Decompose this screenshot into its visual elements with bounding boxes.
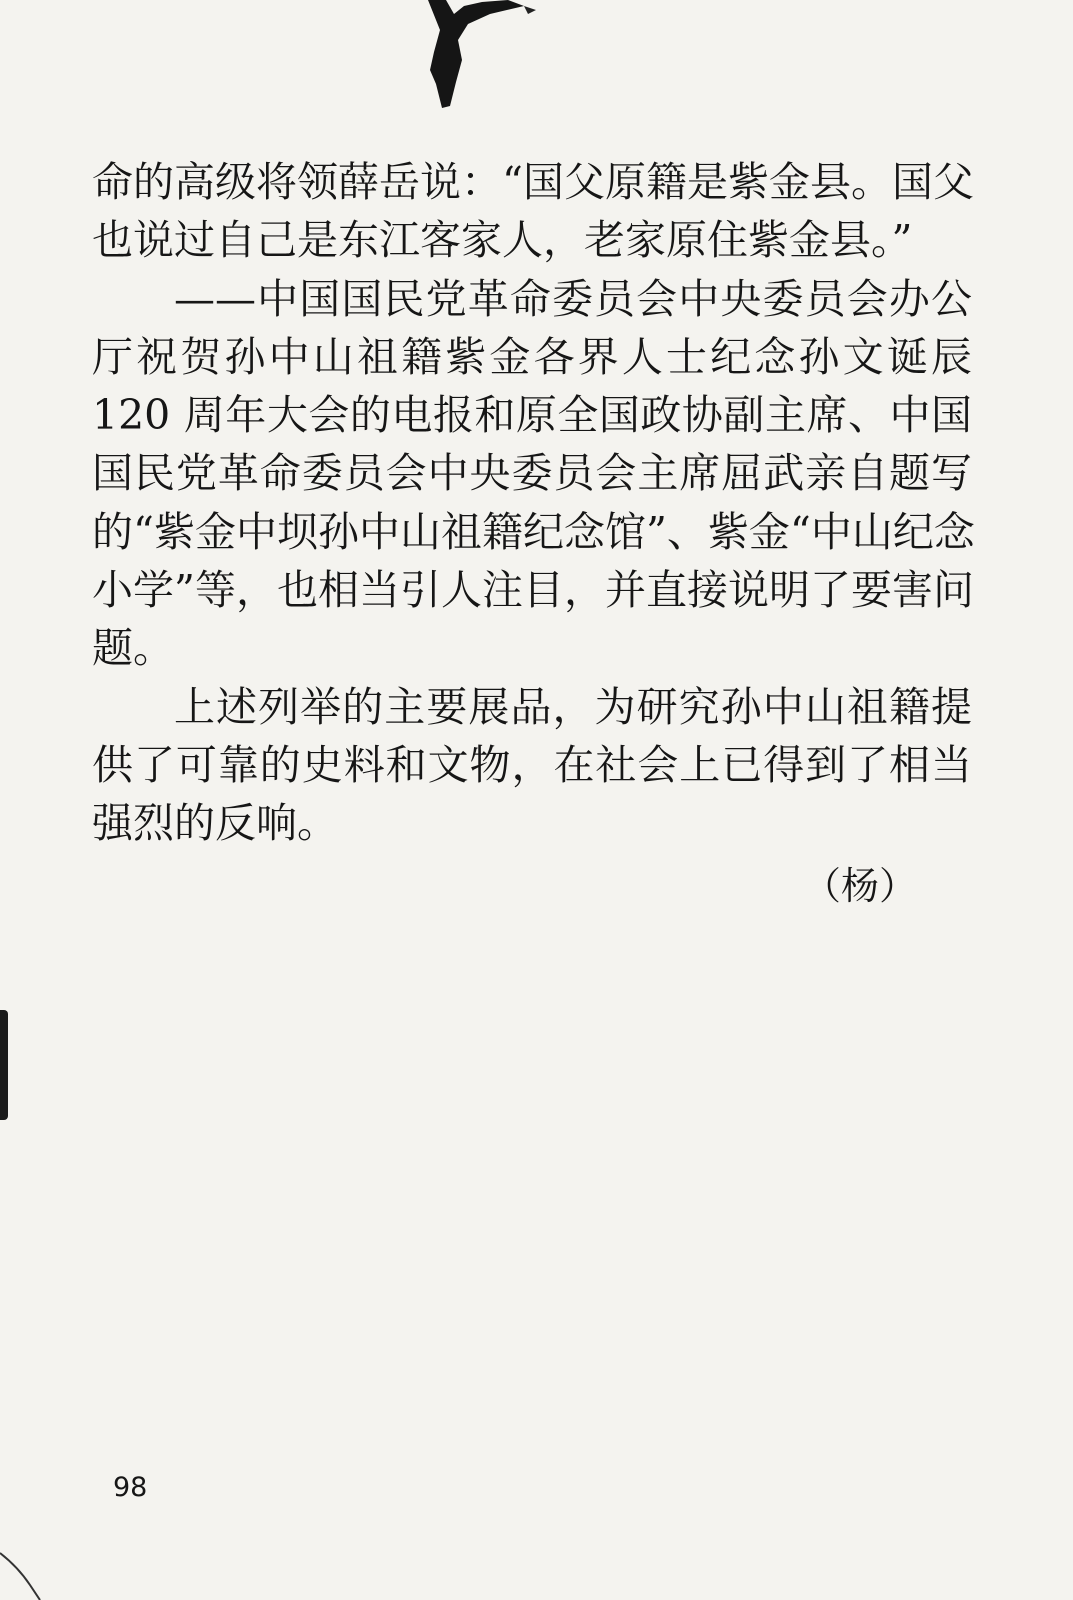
text-line: 的“紫金中坝孙中山祖籍纪念馆”、紫金“中山纪念 [92, 507, 975, 556]
text-line: 上述列举的主要展品，为研究孙中山祖籍提 [174, 682, 972, 731]
text-line: 厅祝贺孙中山祖籍紫金各界人士纪念孙文诞辰 [92, 332, 972, 381]
text-line: ——中国国民党革命委员会中央委员会办公 [174, 274, 972, 323]
scan-corner-line [0, 1545, 60, 1600]
text-line: 也说过自己是东江客家人，老家原住紫金县。” [92, 216, 913, 265]
text-line: 国民党革命委员会中央委员会主席屈武亲自题写 [92, 449, 972, 498]
text-line: 强烈的反响。 [92, 799, 338, 848]
text-line: 120 周年大会的电报和原全国政协副主席、中国 [92, 391, 972, 440]
text-line: 题。 [92, 624, 174, 673]
text-line: 供了可靠的史料和文物，在社会上已得到了相当 [92, 740, 972, 789]
text-line: 小学”等，也相当引人注目，并直接说明了要害问 [92, 566, 974, 615]
scan-blot-mark [420, 0, 540, 110]
scan-edge-mark [0, 1010, 8, 1120]
body-text [92, 153, 975, 853]
author-signature: （杨） [803, 864, 918, 908]
page-number: 98 [113, 1472, 148, 1503]
text-line: 命的高级将领薛岳说：“国父原籍是紫金县。国父 [92, 158, 974, 206]
